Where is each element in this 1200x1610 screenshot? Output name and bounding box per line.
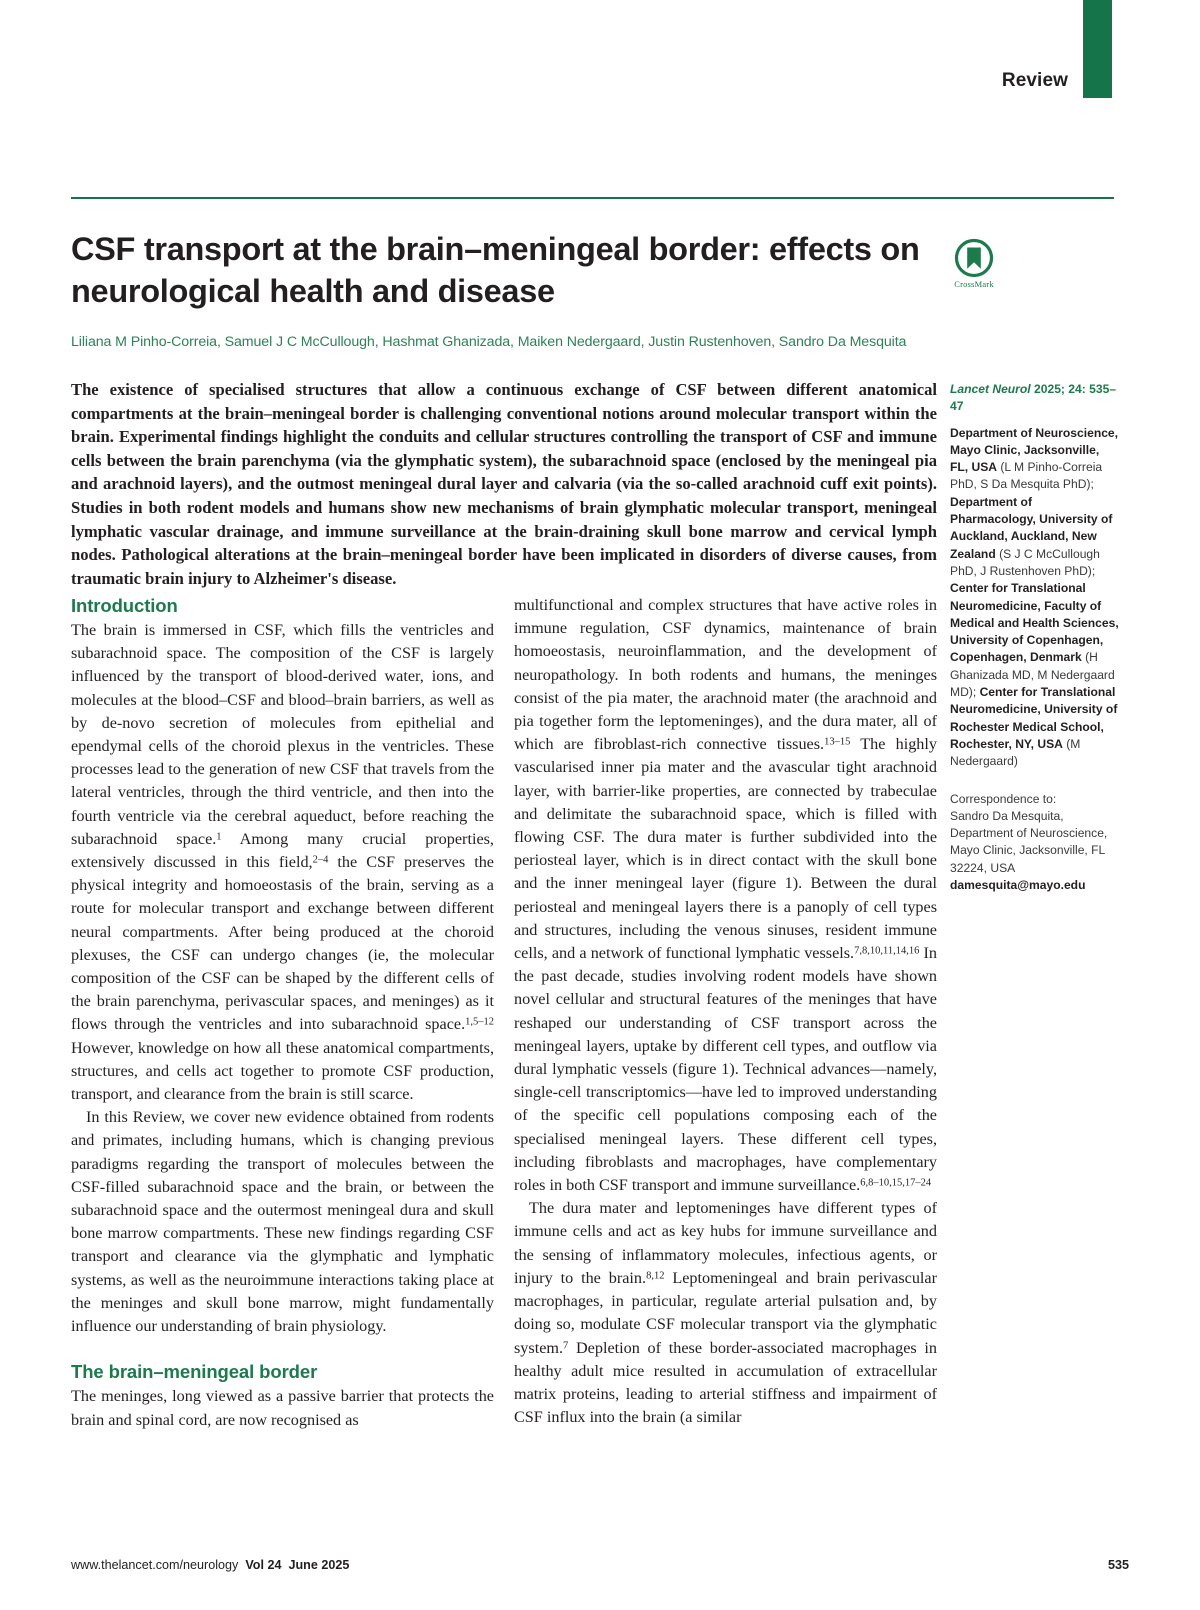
paragraph-intro-1 (71, 619, 494, 1106)
page-number: 535 (1107, 1558, 1129, 1572)
section-heading-brain-meningeal-border: The brain–meningeal border (71, 1361, 318, 1383)
citation-ref[interactable]: 7 (563, 1339, 569, 1351)
citation-ref[interactable]: 1 (216, 831, 222, 843)
paragraph-border-continued (514, 594, 937, 1197)
text-run: Among many crucial properties, extensively discussed in this field, (71, 829, 494, 872)
correspondence-email[interactable]: damesquita@mayo.edu (950, 878, 1086, 893)
body-column-right (514, 594, 937, 1429)
body-column-left (71, 594, 494, 1432)
citation-ref[interactable]: 2–4 (312, 854, 329, 866)
affiliation-institution: Center for Translational Neuromedicine, University of Rochester Medical School, Rochester, NY, USA (950, 685, 1118, 751)
affiliation-institution: Center for Translational Neuromedicine, Faculty of Medical and Health Sciences, University of Copenhagen, Copenhagen, Denmark (950, 581, 1119, 665)
affiliation-institution: Department of Pharmacology, University of Auckland, Auckland, New Zealand (950, 494, 1113, 561)
text-run: multifunctional and complex structures that have active roles in immune regulation, CSF dynamics, maintenance of brain homoeostasis, neuroinflammation, and the development of neuropathology. In both rodents and humans, the meninges consist of the pia mater, the arachnoid mater (the arachnoid and pia together form the leptomeninges), and the dura mater, all of which are fibroblast-rich connective tissues. (514, 596, 937, 754)
text-run: Depletion of these border-associated macrophages in healthy adult mice resulted in accumulation of extracellular matrix proteins, leading to arterial stiffness and impairment of CSF influx into the brain (a similar (514, 1338, 937, 1427)
paragraph-intro-2: In this Review, we cover new evidence obtained from rodents and primates, including humans, which is changing previous paradigms regarding the transport of molecules between the CSF-filled subarachnoid space and the brain, or between the subarachnoid space and the outermost meningeal dura and skull bone marrow compartments. These new findings regarding CSF transport and clearance via the glymphatic and lymphatic systems, as well as the neuroimmune interactions taking place at the meninges and skull bone marrow, might fundamentally influence our understanding of brain physiology. (71, 1108, 494, 1336)
affiliation-item (950, 581, 1119, 699)
affiliation-item (950, 426, 1118, 492)
correspondence-address: Sandro Da Mesquita, Department of Neuroscience, Mayo Clinic, Jacksonville, FL 32224, USA (950, 808, 1108, 875)
citation-ref[interactable]: 6,8–10,15,17–24 (860, 1177, 932, 1189)
paragraph-dura-mater (514, 1197, 937, 1429)
header-rule (71, 197, 1114, 199)
footer-source (71, 1558, 349, 1572)
section-heading-introduction: Introduction (71, 595, 178, 616)
footer-issue: June 2025 (288, 1558, 350, 1572)
text-run: The highly vascularised inner pia mater and the avascular tight arachnoid layer, with barrier-like properties, are connected by trabeculae and delimitate the subarachnoid space, which is filled with flowing CSF. The dura mater is further subdivided into the periosteal layer, which is in direct contact with the skull bone and the inner meningeal layer (figure 1). Between the dural periosteal and meningeal layers there is a panoply of cell types and structures, including the venous sinuses, resident immune cells, and a network of functional lymphatic vessels. (514, 735, 937, 963)
correspondence-block (950, 791, 1120, 895)
correspondence-label: Correspondence to: (950, 791, 1057, 806)
affiliation-item (950, 495, 1112, 578)
citation-ref[interactable]: 8,12 (646, 1270, 665, 1282)
affiliation-institution: Department of Neuroscience, Mayo Clinic, Jacksonville, FL, USA (950, 425, 1119, 475)
crossmark-label: CrossMark (954, 279, 994, 289)
journal-name: Lancet Neurol (950, 382, 1031, 396)
text-run: The dura mater and leptomeninges have different types of immune cells and act as key hubs for immune surveillance and the sensing of inflammatory molecules, infectious agents, or injury to the brain. (514, 1199, 937, 1287)
author-list: Liliana M Pinho-Correia, Samuel J C McCullough, Hashmat Ghanizada, Maiken Nedergaard, Justin Rustenhoven, Sandro Da Mesquita (71, 334, 907, 350)
page-title: CSF transport at the brain–meningeal border: effects on neurological health and disease (71, 231, 920, 309)
footer-volume: Vol 24 (245, 1558, 282, 1572)
affiliation-authors: (M Nedergaard) (950, 736, 1081, 769)
sidebar-affiliations (950, 381, 1120, 894)
affiliation-authors: (S J C McCullough PhD, J Rustenhoven PhD); (950, 546, 1100, 578)
crossmark-badge[interactable] (945, 238, 1003, 289)
paragraph-border-1: The meninges, long viewed as a passive barrier that protects the brain and spinal cord, are now recognised as (71, 1387, 494, 1429)
footer-url[interactable]: www.thelancet.com/neurology (71, 1558, 239, 1572)
affiliation-authors: (H Ghanizada MD, M Nedergaard MD); (950, 650, 1115, 700)
abstract: The existence of specialised structures that allow a continuous exchange of CSF between different anatomical compartments at the brain–meningeal border is challenging conventional notions around molecular transport within the brain. Experimental findings highlight the conduits and cellular structures controlling the transport of CSF and immune cells between the brain parenchyma (via the glymphatic system), the subarachnoid space (enclosed by the meningeal pia and arachnoid layers), and the outmost meningeal dural layer and calvaria (via the so-called arachnoid cuff exit points). Studies in both rodent models and humans show new mechanisms of brain glymphatic molecular transport, meningeal lymphatic vascular drainage, and immune surveillance at the brain-draining skull bone marrow and cervical lymph nodes. Pathological alterations at the brain–meningeal border have been implicated in disorders of diverse causes, from traumatic brain injury to Alzheimer's disease. (71, 380, 937, 588)
journal-citation (950, 381, 1120, 416)
header-accent-bar (1083, 0, 1112, 98)
citation-ref[interactable]: 1,5–12 (465, 1016, 494, 1028)
citation-volume-pages: 2025; 24: 535–47 (950, 382, 1117, 414)
citation-ref[interactable]: 13–15 (824, 736, 851, 748)
text-run: Leptomeningeal and brain perivascular macrophages, in particular, regulate arterial pulsation and, by doing so, modulate CSF molecular transport via the glymphatic system. (514, 1268, 937, 1357)
affiliation-authors: (L M Pinho-Correia PhD, S Da Mesquita PhD); (950, 460, 1103, 492)
text-run: The brain is immersed in CSF, which fills the ventricles and subarachnoid space. The composition of the CSF is largely influenced by the transport of blood-derived water, ions, and molecules at the blood–CSF and blood–brain barriers, as well as by de-novo secretion of molecules from epithelial and ependymal cells of the choroid plexus in the ventricles. These processes lead to the generation of new CSF that travels from the lateral ventricles, through the third ventricle, and then into the fourth ventricle via the cerebral aqueduct, before reaching the subarachnoid space. (71, 621, 494, 848)
crossmark-bookmark-icon (954, 238, 994, 278)
text-run: In the past decade, studies involving rodent models have shown novel cellular and structural features of the meninges that have reshaped our understanding of CSF transport across the meningeal layers, uptake by different cell types, and outflow via dural lymphatic vessels (figure 1). Technical advances—namely, single-cell transcriptomics—have led to improved understanding of the specific cell populations composing each of the specialised meningeal layers. These different cell types, including fibroblasts and macrophages, have complementary roles in both CSF transport and immune surveillance. (514, 944, 937, 1195)
text-run: the CSF preserves the physical integrity and homoeostasis of the brain, serving as a route for molecular transport and exchange between different neural compartments. After being produced at the choroid plexuses, the CSF can undergo changes (ie, the molecular composition of the CSF can be shaped by the different cells of the brain parenchyma, perivascular spaces, and meninges) as it flows through the ventricles and into subarachnoid space. (71, 853, 494, 1034)
running-head: Review (1001, 70, 1068, 91)
title-block (71, 228, 921, 350)
affiliation-list (950, 425, 1120, 771)
citation-ref[interactable]: 7,8,10,11,14,16 (854, 945, 920, 957)
text-run: However, knowledge on how all these anatomical compartments, structures, and cells act together to promote CSF production, transport, and clearance from the brain is still scarce. (71, 1038, 494, 1104)
